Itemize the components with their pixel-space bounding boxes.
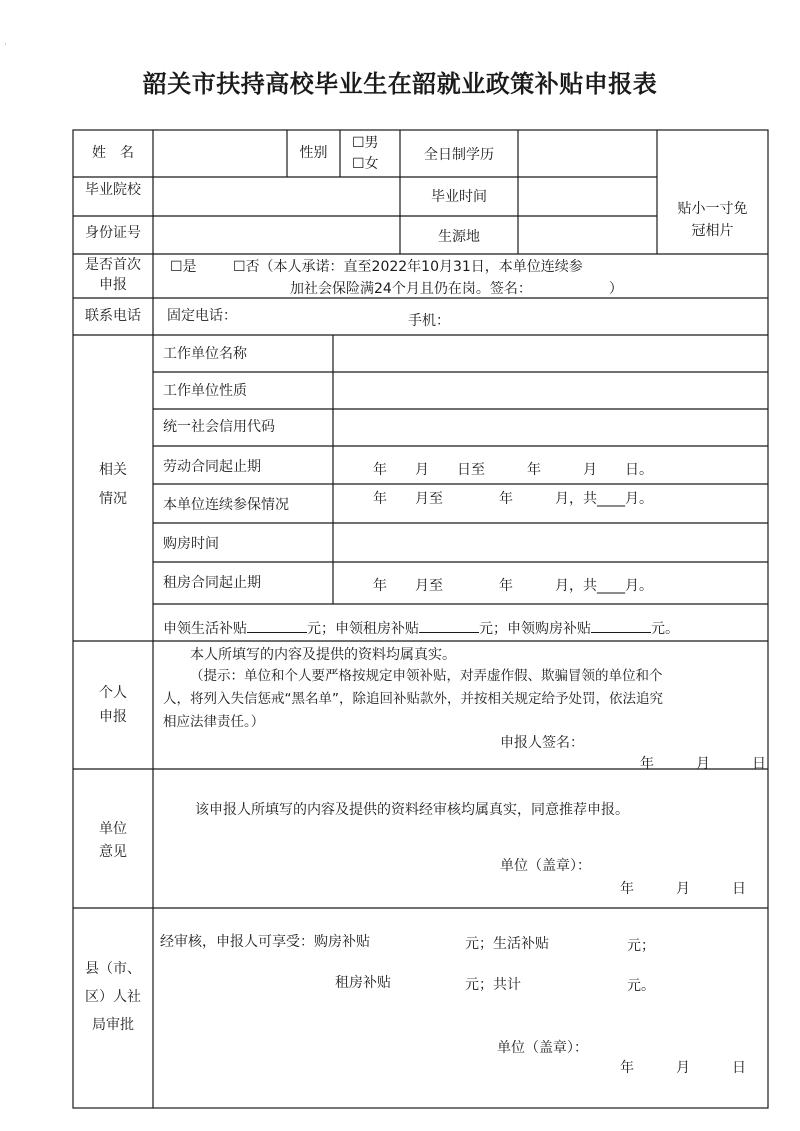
bureau-label-line3: 局审批: [92, 1017, 134, 1033]
bureau-line2-rent: 租房补贴: [335, 975, 391, 991]
first-apply-label-line1: 是否首次: [85, 257, 141, 273]
grad-time-field[interactable]: [522, 188, 652, 206]
living-subsidy-blank[interactable]: [247, 618, 307, 633]
personal-label-line1: 个人: [99, 685, 127, 701]
related-row-label: 购房时间: [163, 536, 219, 552]
unit-statement: 该申报人所填写的内容及提供的资料经审核均属真实，同意推荐申报。: [195, 802, 629, 818]
personal-notice-line2: 人，将列入失信惩戒“黑名单”，除追回补贴款外，并按相关规定给予处罚，依法追究: [163, 691, 663, 707]
school-label: 毕业院校: [85, 182, 141, 198]
school-field[interactable]: [160, 188, 395, 206]
bureau-date: 年 月 日: [620, 1060, 746, 1076]
related-row-label: 本单位连续参保情况: [163, 497, 289, 513]
bureau-stamp-label: 单位（盖章）：: [497, 1040, 588, 1056]
origin-field[interactable]: [522, 228, 652, 246]
grad-time-label: 毕业时间: [431, 189, 487, 205]
related-row-label: 工作单位名称: [163, 346, 247, 362]
gender-label: 性别: [299, 145, 328, 161]
first-apply-label-line2: 申报: [99, 277, 127, 293]
related-row-label: 劳动合同起止期: [163, 459, 261, 475]
mobile-field[interactable]: [455, 312, 755, 330]
name-field[interactable]: [160, 144, 282, 162]
bureau-label-line1: 县（市、: [85, 961, 141, 977]
name-label: 姓 名: [92, 145, 134, 161]
gender-female-checkbox[interactable]: ☐女: [352, 156, 379, 172]
bureau-line1-living: 元；生活补贴: [465, 936, 549, 952]
first-apply-yes-checkbox[interactable]: ☐是: [170, 259, 197, 275]
first-apply-no-pledge-line1[interactable]: ☐否（本人承诺：直至2022年10月31日，本单位连续参: [233, 259, 583, 275]
related-row-value[interactable]: 年 月至 年 月，共____月。: [373, 491, 653, 507]
living-subsidy-label: 申领生活补贴: [163, 621, 247, 637]
bureau-line1-purchase: 经审核，申报人可享受：购房补贴: [160, 934, 370, 950]
related-row-value[interactable]: [340, 382, 760, 400]
education-field[interactable]: [522, 144, 652, 162]
personal-signature-label: 申报人签名：: [500, 735, 584, 751]
related-row-value[interactable]: [340, 535, 760, 553]
landline-field[interactable]: [240, 307, 390, 325]
gender-male-checkbox[interactable]: ☐男: [352, 135, 379, 151]
related-row-label: 工作单位性质: [163, 383, 247, 399]
subsidy-request-line: [163, 618, 679, 638]
related-label-line1: 相关: [99, 462, 127, 478]
personal-statement: 本人所填写的内容及提供的资料均属真实。: [190, 647, 456, 663]
personal-label-line2: 申报: [99, 709, 127, 725]
related-row-value[interactable]: 年 月 日至 年 月 日。: [373, 462, 653, 478]
personal-date: 年 月 日: [640, 756, 766, 772]
rent-subsidy-label: 元；申领租房补贴: [307, 621, 419, 637]
mobile-label: 手机：: [408, 313, 450, 329]
id-field[interactable]: [160, 224, 395, 242]
related-row-value[interactable]: 年 月至 年 月，共____月。: [373, 578, 653, 594]
purchase-subsidy-label: 元；申领购房补贴: [479, 621, 591, 637]
unit-label-line1: 单位: [99, 821, 127, 837]
bureau-line2-end: 元。: [627, 978, 655, 994]
scan-marks: ·: [4, 40, 7, 50]
bureau-label-line2: 区）人社: [85, 989, 141, 1005]
form-title: 韶关市扶持高校毕业生在韶就业政策补贴申报表: [142, 70, 658, 98]
rent-subsidy-blank[interactable]: [419, 618, 479, 633]
related-row-label: 租房合同起止期: [163, 575, 261, 591]
bureau-line1-end: 元；: [627, 938, 655, 954]
first-apply-no-pledge-line2: 加社会保险满24个月且仍在岗。签名： ）: [290, 281, 623, 297]
related-label-line2: 情况: [99, 491, 127, 507]
landline-label: 固定电话：: [167, 308, 237, 324]
subsidy-end: 元。: [651, 621, 679, 637]
photo-note-line1: 贴小一寸免: [677, 201, 748, 217]
unit-label-line2: 意见: [99, 844, 127, 860]
personal-notice-line1: （提示：单位和个人要严格按规定申领补贴，对弄虚作假、欺骗冒领的单位和个: [190, 668, 663, 684]
related-row-value[interactable]: [340, 345, 760, 363]
id-label: 身份证号: [85, 225, 141, 241]
personal-notice-line3: 相应法律责任。）: [163, 714, 265, 730]
education-label: 全日制学历: [424, 147, 494, 163]
bureau-line2-total: 元；共计: [465, 977, 521, 993]
photo-note-line2: 冠相片: [691, 223, 734, 239]
origin-label: 生源地: [438, 229, 480, 245]
purchase-subsidy-blank[interactable]: [591, 618, 651, 633]
unit-stamp-label: 单位（盖章）：: [500, 858, 591, 874]
unit-date: 年 月 日: [620, 881, 746, 897]
related-row-value[interactable]: [340, 418, 760, 436]
phone-label: 联系电话: [85, 308, 141, 324]
related-row-label: 统一社会信用代码: [163, 419, 275, 435]
